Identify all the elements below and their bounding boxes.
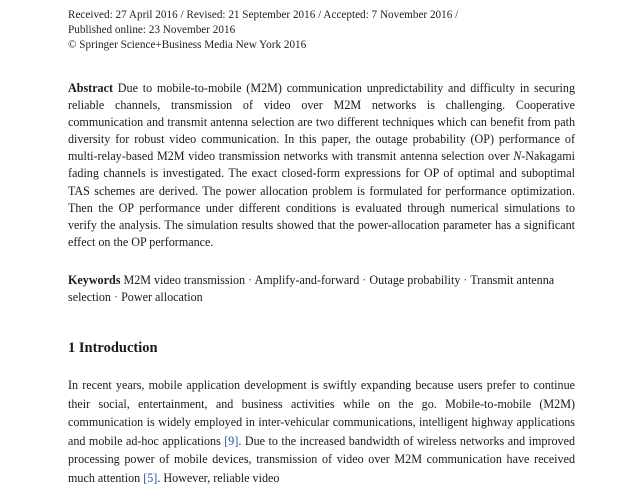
section-heading-introduction: 1 Introduction <box>68 340 158 356</box>
published-online: Published online: 23 November 2016 <box>68 24 236 36</box>
abstract-italic-n: N <box>513 149 522 164</box>
keyword-item: Power allocation <box>121 290 203 305</box>
keyword-item: M2M video transmission <box>123 273 246 287</box>
keywords-paragraph <box>68 272 575 306</box>
history-dates: Received: 27 April 2016 / Revised: 21 September 2016 / Accepted: 7 November 2016 / <box>68 9 459 21</box>
keyword-item: Transmit antenna selection <box>68 273 555 305</box>
keyword-separator: · <box>362 273 367 287</box>
keyword-item: Outage probability <box>369 273 461 287</box>
abstract-label: Abstract <box>68 81 114 95</box>
keywords-label: Keywords <box>68 273 121 287</box>
intro-text-2: . Due to the increased bandwidth of wireless networks and improved processing power of mobile devices, transmission of video over M2M communication have received much attention <box>68 433 575 485</box>
abstract-text-2: -Nakagami fading channels is investigated. The exact closed-form expressions for OP of optimal and suboptimal TAS schemes are derived. The power allocation problem is formulated for performance optimization. Then the OP performance under different conditions is evaluated through numerical simulations to verify the analysis. The simulation results showed that the power-allocation parameter has a significant effect on the OP performance. <box>68 149 575 249</box>
citation-link[interactable]: [9] <box>224 433 239 448</box>
intro-text-3: . However, reliable video <box>157 470 280 485</box>
keyword-item: Amplify-and-forward <box>254 273 360 287</box>
keyword-separator: · <box>248 273 253 287</box>
abstract-paragraph <box>68 80 575 251</box>
abstract-text-1: Due to mobile-to-mobile (M2M) communication unpredictability and difficulty in securing reliable channels, transmission of video over M2M networks is challenging. Cooperative communication and transmit antenna selection are two different techniques which can benefit from path diversity for robust video communication. In this paper, the outage probability (OP) performance of multi-relay-based M2M video transmission networks with transmit antenna selection over <box>68 81 575 164</box>
citation-link[interactable]: [5] <box>143 470 158 485</box>
keyword-separator: · <box>463 273 468 287</box>
article-history <box>68 8 588 53</box>
copyright-notice: © Springer Science+Business Media New York 2016 <box>68 39 307 51</box>
introduction-paragraph <box>68 376 575 488</box>
keyword-separator: · <box>114 290 119 305</box>
intro-text-1: In recent years, mobile application development is swiftly expanding because users prefer to continue their social, entertainment, and business activities while on the go. Mobile-to-mobile (M2M) communication is widely employed in inter-vehicular communications, intelligent highway applications and mobile ad-hoc applications <box>68 378 575 448</box>
